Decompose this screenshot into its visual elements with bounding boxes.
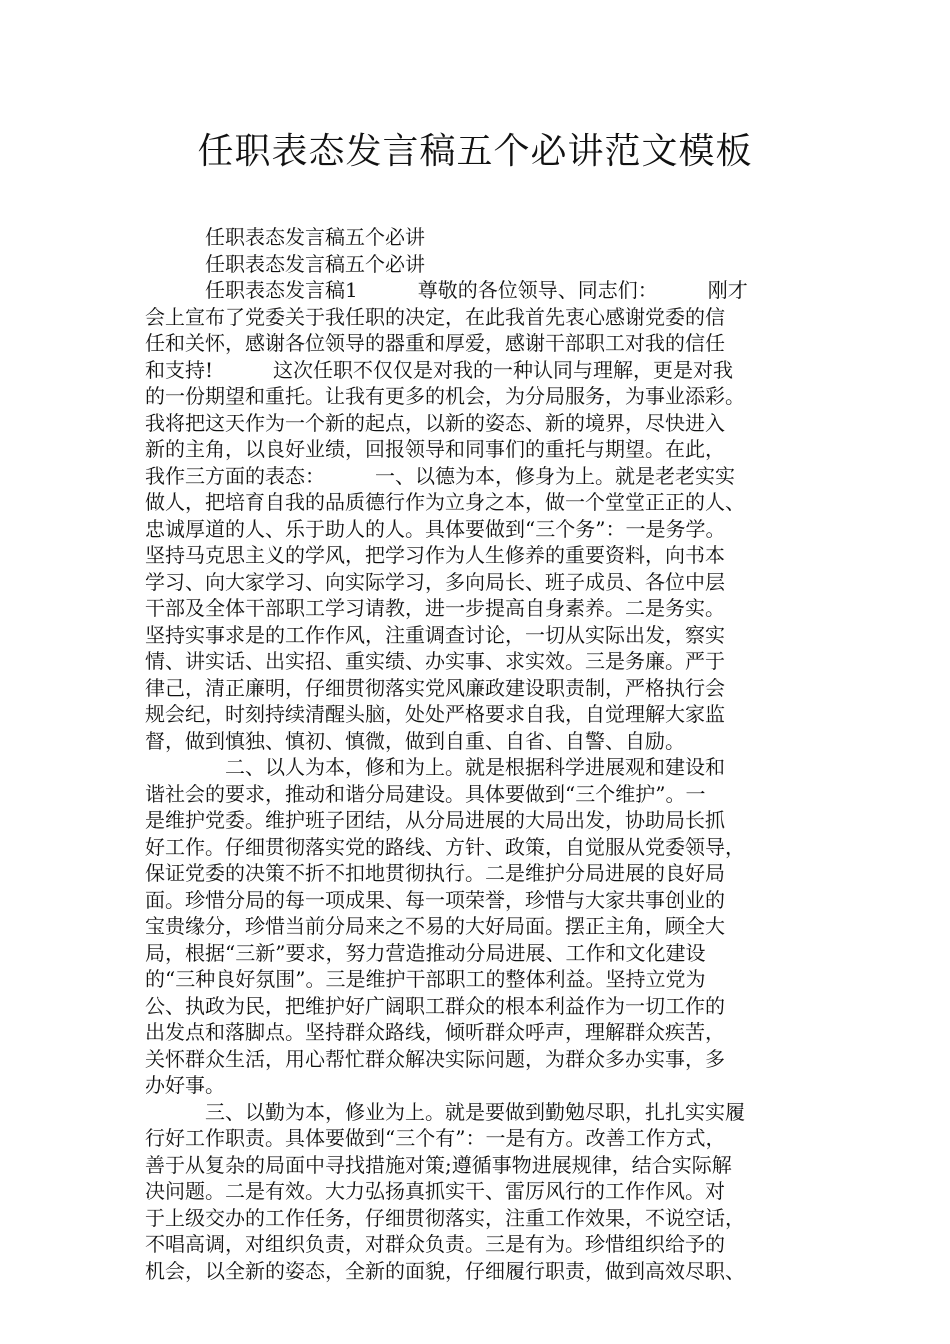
body-line: 会上宣布了党委关于我任职的决定，在此我首先衷心感谢党委的信 [145, 304, 725, 329]
body-line: 二、以人为本，修和为上。就是根据科学进展观和建设和 [145, 755, 725, 779]
body-line: 谐社会的要求，推动和谐分局建设。具体要做到“三个维护”。一 [145, 781, 706, 806]
body-line: 的一份期望和重托。让我有更多的机会，为分局服务，为事业添彩。 [145, 384, 745, 408]
body-line: 三、以勤为本，修业为上。就是要做到勤勉尽职，扎扎实实履 [145, 1099, 745, 1124]
body-line: 坚持马克思主义的学风，把学习作为人生修养的重要资料，向书本 [145, 543, 725, 567]
body-line: 任职表态发言稿五个必讲 [145, 251, 425, 276]
body-line: 善于从复杂的局面中寻找措施对策;遵循事物进展规律，结合实际解 [145, 1152, 732, 1177]
body-line: 情、讲实话、出实招、重实绩、办实事、求实效。三是务廉。严于 [145, 649, 725, 673]
body-line: 面。珍惜分局的每一项成果、每一项荣誉，珍惜与大家共事创业的 [145, 887, 725, 912]
body-line: 公、执政为民，把维护好广阔职工群众的根本利益作为一切工作的 [145, 993, 725, 1018]
body-line: 局，根据“三新”要求，努力营造推动分局进展、工作和文化建设 [145, 940, 706, 965]
body-line: 不唱高调，对组织负责，对群众负责。三是有为。珍惜组织给予的 [145, 1232, 725, 1256]
body-line: 办好事。 [145, 1073, 225, 1097]
document-body [145, 224, 810, 1284]
body-line: 机会，以全新的姿态，全新的面貌，仔细履行职责，做到高效尽职、 [145, 1258, 745, 1283]
body-line: 做人，把培育自我的品质德行作为立身之本，做一个堂堂正正的人、 [145, 490, 745, 514]
body-line: 督，做到慎独、慎初、慎微，做到自重、自省、自警、自励。 [145, 728, 685, 753]
body-line: 好工作。仔细贯彻落实党的路线、方针、政策，自觉服从党委领导， [145, 834, 745, 859]
body-line: 任和关怀，感谢各位领导的器重和厚爱，感谢干部职工对我的信任 [145, 331, 725, 355]
body-line: 任职表态发言稿1 尊敬的各位领导、同志们： 刚才 [145, 278, 748, 302]
body-line: 宝贵缘分，珍惜当前分局来之不易的大好局面。摆正主角，顾全大 [145, 914, 725, 938]
body-line: 我将把这天作为一个新的起点，以新的姿态、新的境界，尽快进入 [145, 410, 725, 435]
body-line: 坚持实事求是的工作作风，注重调查讨论，一切从实际出发，察实 [145, 622, 725, 647]
body-line: 和支持! 这次任职不仅仅是对我的一种认同与理解，更是对我 [145, 357, 734, 382]
body-line: 出发点和落脚点。坚持群众路线，倾听群众呼声，理解群众疾苦， [145, 1020, 725, 1044]
body-line: 的“三种良好氛围”。三是维护干部职工的整体利益。坚持立党为 [145, 967, 706, 991]
body-line: 关怀群众生活，用心帮忙群众解决实际问题，为群众多办实事，多 [145, 1046, 725, 1071]
body-line: 学习、向大家学习、向实际学习，多向局长、班子成员、各位中层 [145, 569, 725, 594]
body-line: 行好工作职责。具体要做到“三个有”：一是有方。改善工作方式， [145, 1126, 726, 1150]
body-line: 任职表态发言稿五个必讲 [145, 225, 425, 249]
body-line: 律己，清正廉明，仔细贯彻落实党风廉政建设职责制，严格执行会 [145, 675, 725, 700]
document-title: 任职表态发言稿五个必讲范文模板 [197, 131, 753, 172]
body-line: 我作三方面的表态： 一、以德为本，修身为上。就是老老实实 [145, 463, 735, 488]
body-line: 于上级交办的工作任务，仔细贯彻落实，注重工作效果，不说空话， [145, 1205, 745, 1230]
body-line: 决问题。二是有效。大力弘扬真抓实干、雷厉风行的工作作风。对 [145, 1179, 725, 1203]
body-line: 保证党委的决策不折不扣地贯彻执行。二是维护分局进展的良好局 [145, 861, 725, 885]
body-line: 是维护党委。维护班子团结，从分局进展的大局出发，协助局长抓 [145, 808, 725, 832]
body-line: 新的主角，以良好业绩，回报领导和同事们的重托与期望。在此， [145, 437, 725, 461]
body-line: 忠诚厚道的人、乐于助人的人。具体要做到“三个务”：一是务学。 [145, 516, 726, 541]
body-line: 规会纪，时刻持续清醒头脑，处处严格要求自我，自觉理解大家监 [145, 702, 725, 726]
body-line: 干部及全体干部职工学习请教，进一步提高自身素养。二是务实。 [145, 596, 725, 620]
